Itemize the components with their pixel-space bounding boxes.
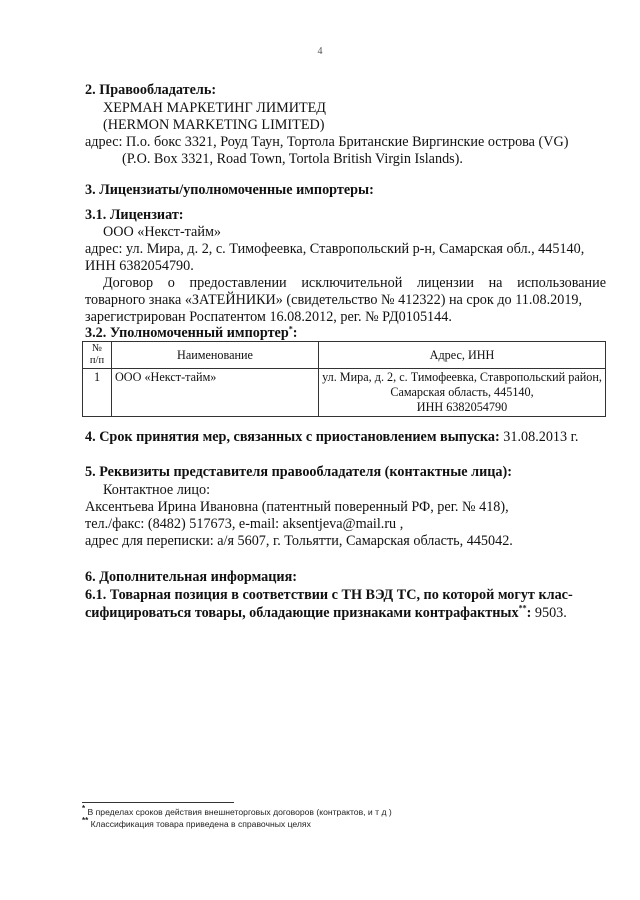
row-number: 1 [83,369,112,417]
footnote-2-mark: ** [82,816,89,826]
col-number-header-line2: п/п [89,355,105,366]
contract-line3: зарегистрирован Роспатентом 16.08.2012, рег. № РД0105144. [85,309,452,325]
footnote-1-text: В пределах сроков действия внешнеторговых договоров (контрактов, и т д ) [85,807,392,817]
footnote-mark: * [288,324,293,334]
heading-colon: : [292,325,298,341]
section-6-1-text: сифицироваться товары, обладающие признаками контрафактных [85,605,519,621]
section-3-heading: 3. Лицензиаты/уполномоченные импортеры: [85,182,374,198]
row-address-line2: Самарская область, 445140, [390,385,534,399]
section-4 [85,428,578,446]
rightholder-name-en: (HERMON MARKETING LIMITED) [103,117,325,133]
hs-code: 9503. [531,605,567,621]
footnote-divider [82,802,234,803]
section-3-2-title: 3.2. Уполномоченный импортер [85,325,289,341]
release-deadline: 31.08.2013 г. [499,429,579,445]
licensee-address-line2: ИНН 6382054790. [85,258,194,274]
table-row [83,369,606,417]
footnote-2-text: Классификация товара приведена в справочных целях [88,819,311,829]
rightholder-address-en: (P.O. Box 3321, Road Town, Tortola British Virgin Islands). [122,151,463,167]
col-address-header: Адрес, ИНН [319,342,606,369]
contact-person: Аксентьева Ирина Ивановна (патентный поверенный РФ, рег. № 418), [85,499,509,515]
section-2-heading: 2. Правообладатель: [85,82,217,98]
contact-label: Контактное лицо: [103,482,211,498]
footnote-1 [82,804,392,817]
contract-line2: товарного знака «ЗАТЕЙНИКИ» (свидетельство № 412322) на срок до 11.08.2019, [85,292,583,308]
section-6-heading: 6. Дополнительная информация: [85,569,297,585]
section-6-1-line1: 6.1. Товарная позиция в соответствии с ТН ВЭД ТС, по которой могут клас- [85,587,573,603]
licensee-company: ООО «Некст-тайм» [103,224,222,240]
footnote-1-mark: * [82,804,86,814]
colon: : [526,605,532,621]
rightholder-address-ru: адрес: П.о. бокс 3321, Роуд Таун, Тортола Британские Виргинские острова (VG) [85,134,569,150]
row-address-line1: ул. Мира, д. 2, с. Тимофеевка, Ставропольский район, [322,370,602,384]
importer-table [82,341,606,417]
col-number-header [83,342,112,369]
footnote-2 [82,816,311,829]
section-6-1-line2 [85,604,567,622]
row-address [319,369,606,417]
contract-line1: Договор о предоставлении исключительной лицензии на использование [103,275,606,291]
licensee-address-line1: адрес: ул. Мира, д. 2, с. Тимофеевка, Ставропольский р-н, Самарская обл., 445140, [85,241,585,257]
col-number-header-line1: № [91,343,103,354]
section-3-2-heading [85,325,297,342]
col-name-header: Наименование [112,342,319,369]
contact-phone-email: тел./факс: (8482) 517673, e-mail: aksentjeva@mail.ru , [85,516,404,532]
page-number: 4 [317,46,323,57]
row-address-line3: ИНН 6382054790 [416,400,508,414]
contact-mail-address: адрес для переписки: а/я 5607, г. Тольятти, Самарская область, 445042. [85,533,513,549]
table-header-row [83,342,606,369]
section-4-heading: 4. Срок принятия мер, связанных с приостановлением выпуска: [85,429,500,445]
section-3-1-heading: 3.1. Лицензиат: [85,207,184,223]
section-5-heading: 5. Реквизиты представителя правообладателя (контактные лица): [85,464,512,480]
rightholder-name-ru: ХЕРМАН МАРКЕТИНГ ЛИМИТЕД [103,100,326,116]
footnote-mark: ** [518,603,527,613]
row-name: ООО «Некст-тайм» [112,369,319,417]
